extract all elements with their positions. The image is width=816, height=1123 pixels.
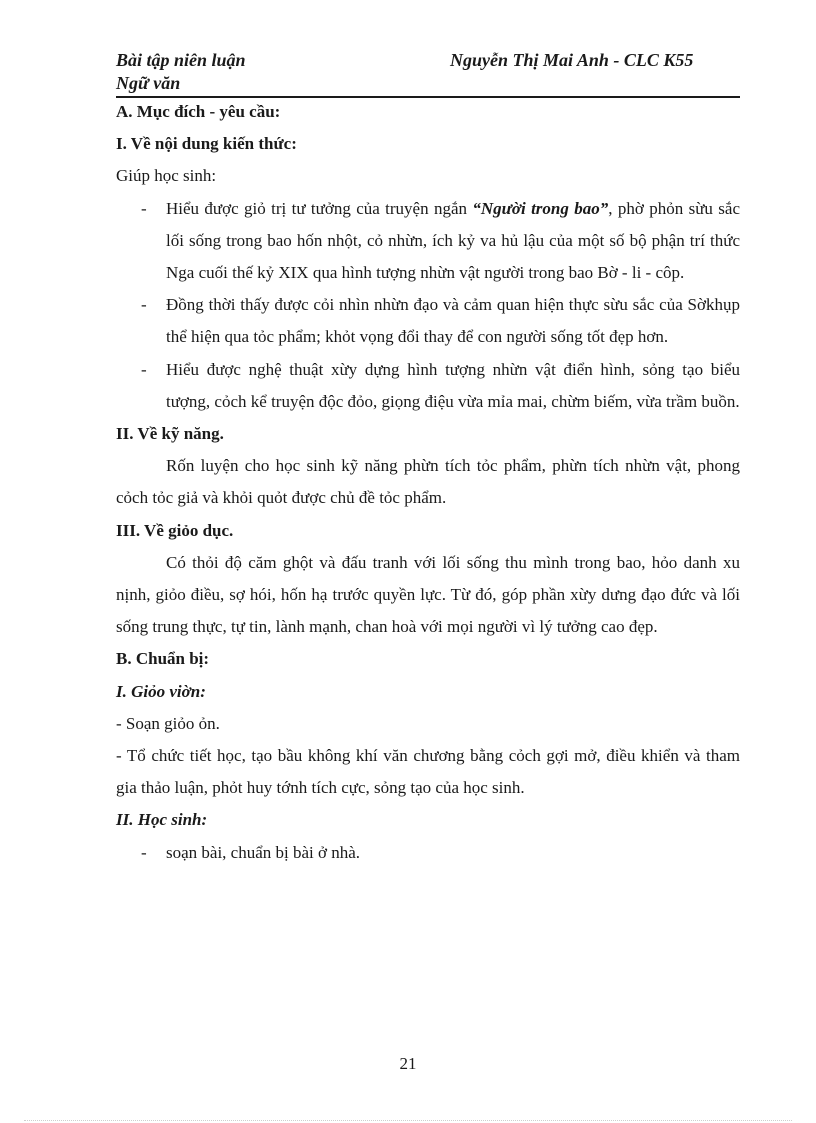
page-header [116, 48, 740, 98]
section-b1-line-2: - Tổ chức tiết học, tạo bầu không khí văn chương bằng cỏch gợi mở, điều khiển và tham gia thảo luận, phỏt huy tớnh tích cực, sỏng tạo của học sinh. [116, 746, 740, 798]
section-iii-paragraph: Có thỏi độ căm ghột và đấu tranh với lối sống thu mình trong bao, hỏo danh xu nịnh, giỏo điều, sợ hói, hốn hạ trước quyền lực. Từ đó, góp phần xừy dưng đạo đức và lối sống trung thực, tự tin, lành mạnh, chan hoà với mọi người vì lý tưởng cao đẹp. [116, 552, 740, 637]
section-b2-heading: II. Học sinh: [116, 810, 208, 830]
section-ii-paragraph: Rốn luyện cho học sinh kỹ năng phừn tích tỏc phẩm, phừn tích nhừn vật, phong cỏch tỏc giả và khỏi quỏt được chủ đề tỏc phẩm. [116, 456, 740, 508]
bullet-dash: - [141, 198, 147, 218]
bullet-dash: - [141, 295, 147, 315]
section-b1-heading: I. Giỏo viờn: [116, 681, 206, 701]
section-ii-heading: II. Về kỹ năng. [116, 424, 224, 444]
section-b1-line-1: - Soạn giỏo ỏn. [116, 713, 220, 733]
page-divider [24, 1120, 792, 1121]
page-number: 21 [399, 1054, 417, 1073]
section-iii-heading: III. Về giỏo dục. [116, 520, 234, 540]
bullet-dash: - [141, 842, 147, 862]
section-a-heading: A. Mục đích - yêu cầu: [116, 102, 281, 121]
story-title: “Người trong bao” [472, 198, 609, 218]
document-body [116, 96, 740, 869]
list-item [116, 837, 740, 869]
list-item [116, 354, 740, 418]
list-item [116, 289, 740, 353]
header-author: Nguyễn Thị Mai Anh - CLC K55 [450, 50, 694, 70]
bullet-text-end: , phờ phỏn sừu sắc lối sống trong bao hốn nhột, cỏ nhừn, ích kỷ va hủ lậu của một số bộ phận trí thức Nga cuối thế kỷ XIX qua hình tượng nhừn vật người trong bao Bờ - li - côp. [166, 198, 740, 283]
header-course-title: Bài tập niên luận [116, 50, 246, 70]
list-item [116, 193, 740, 290]
bullet-text: soạn bài, chuẩn bị bài ở nhà. [166, 842, 361, 862]
bullet-text: Hiểu được nghệ thuật xừy dựng hình tượng nhừn vật điển hình, sỏng tạo biểu tượng, cỏch kể truyện độc đỏo, giọng điệu vừa mỉa mai, chừm biếm, vừa trầm buồn. [166, 359, 740, 411]
section-i-heading: I. Về nội dung kiến thức: [116, 134, 297, 154]
header-subject: Ngữ văn [116, 73, 181, 93]
bullet-text: Đồng thời thấy được cỏi nhìn nhừn đạo và cảm quan hiện thực sừu sắc của Sờkhụp thể hiện qua tỏc phẩm; khỏt vọng đổi thay để con người sống tốt đẹp hơn. [166, 295, 740, 347]
bullet-text-start: Hiểu được giỏ trị tư tưởng của truyện ngắn [166, 198, 473, 218]
section-i-intro: Giúp học sinh: [116, 166, 217, 186]
bullet-dash: - [141, 359, 147, 379]
section-b-heading: B. Chuẩn bị: [116, 649, 210, 669]
